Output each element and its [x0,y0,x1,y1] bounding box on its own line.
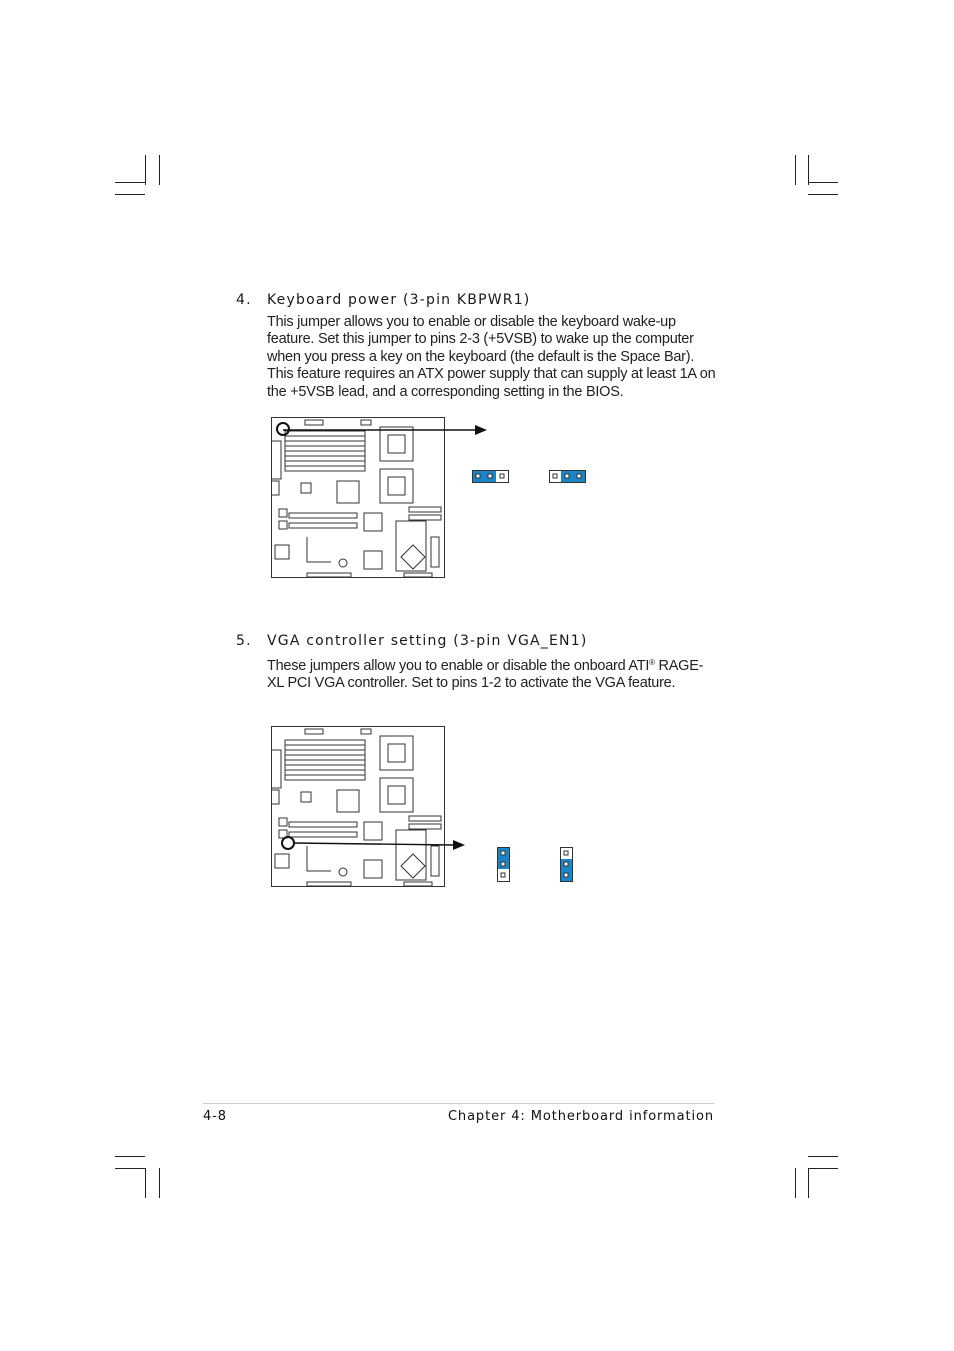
section-5-number: 5. [236,633,252,649]
crop-mark [808,1168,809,1198]
crop-mark [808,1168,838,1169]
section-4-title: Keyboard power (3-pin KBPWR1) [267,292,531,308]
crop-mark [808,1156,838,1157]
crop-mark [159,1168,160,1198]
section-5-paragraph [267,654,717,693]
section-5-paragraph-end: RAGE-XL PCI VGA controller. Set to pins 1-2 to activate the VGA feature. [267,658,704,692]
section-5-heading [236,633,588,649]
pointer-arrow-icon [293,835,473,855]
crop-mark [145,1168,146,1198]
chapter-title: Chapter 4: Motherboard information [447,1109,714,1124]
section-5-title: VGA controller setting (3-pin VGA_EN1) [267,633,588,649]
motherboard-layout-icon [271,417,445,579]
jumper-pins-2-3-icon [549,470,587,484]
footer-divider [203,1103,714,1104]
jumper-pins-1-2-icon [472,470,510,484]
crop-mark [808,194,838,195]
page-number: 4-8 [203,1109,227,1124]
crop-mark [115,182,145,183]
crop-mark [115,1156,145,1157]
crop-mark [795,1168,796,1198]
section-5-paragraph-start: These jumpers allow you to enable or disable the onboard ATI [267,658,650,674]
jumper-pins-2-3-icon [560,847,574,883]
crop-mark [808,182,838,183]
section-4-number: 4. [236,292,252,308]
crop-mark [808,155,809,185]
section-4-paragraph: This jumper allows you to enable or disable the keyboard wake-up feature. Set this jumper to pins 2-3 (+5VSB) to wake up the computer when you press a key on the keyboard (the default is the Space Bar). This feature requires an ATX power supply that can supply at least 1A on the +5VSB lead, and a corresponding setting in the BIOS. [267,314,716,400]
crop-mark [159,155,160,185]
pointer-arrow-icon [283,420,493,440]
section-4-heading [236,292,530,308]
motherboard-layout-icon [271,726,445,888]
motherboard-diagram-kbpwr1 [271,417,445,579]
crop-mark [115,194,145,195]
jumper-pins-1-2-icon [497,847,511,883]
crop-mark [145,155,146,185]
crop-mark [795,155,796,185]
registered-trademark-mark: ® [649,658,655,667]
crop-mark [115,1168,145,1169]
motherboard-diagram-vga-en1 [271,726,445,888]
